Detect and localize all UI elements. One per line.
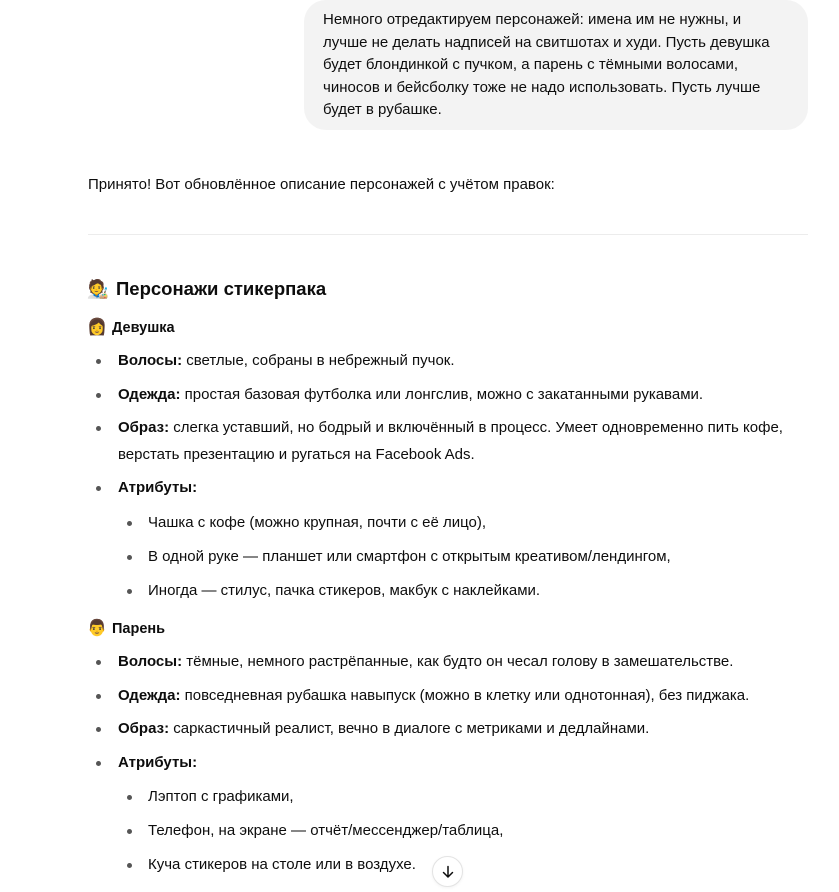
item-label: Одежда: <box>118 686 181 704</box>
item-label: Одежда: <box>118 385 181 403</box>
item-text: повседневная рубашка навыпуск (можно в клетку или однотонная), без пиджака. <box>180 686 750 704</box>
list-item <box>88 649 808 676</box>
artist-emoji-icon: 🧑‍🎨 <box>86 279 110 299</box>
man-emoji-icon: 👨 <box>87 620 107 637</box>
attribute-item: Лэптоп с графиками, <box>118 784 808 810</box>
user-message-bubble: Немного отредактируем персонажей: имена им не нужны, и лучше не делать надписей на свитшотах и худи. Пусть девушка будет блондинкой с пучком, а парень с тёмными волосами, чиносов и бейсболку тоже не надо использовать. Пусть лучше будет в рубашке. <box>304 0 808 130</box>
section-heading <box>88 276 808 302</box>
item-text: тёмные, немного растрёпанные, как будто он чесал голову в замешательстве. <box>182 653 734 670</box>
section-divider <box>88 234 808 235</box>
scroll-to-bottom-button[interactable] <box>432 856 463 887</box>
item-text: саркастичный реалист, вечно в диалоге с метриками и дедлайнами. <box>169 720 650 737</box>
list-item <box>88 415 808 468</box>
guy-attributes-list <box>118 784 808 878</box>
item-text: светлые, собраны в небрежный пучок. <box>182 352 455 369</box>
girl-details-list <box>88 348 808 612</box>
section-title: Персонажи стикерпака <box>116 278 327 299</box>
attribute-item: Телефон, на экране — отчёт/мессенджер/таблица, <box>118 818 808 844</box>
guy-details-list <box>88 649 808 886</box>
girl-title: Девушка <box>112 320 175 336</box>
list-item <box>88 382 808 409</box>
item-label: Атрибуты: <box>118 753 198 771</box>
characters-section <box>86 276 808 873</box>
item-label: Образ: <box>118 419 170 436</box>
item-label: Волосы: <box>118 653 183 670</box>
arrow-down-icon <box>441 865 455 879</box>
item-label: Волосы: <box>118 352 183 369</box>
attribute-item: Чашка с кофе (можно крупная, почти с её лицо), <box>118 510 808 536</box>
girl-heading <box>88 317 175 339</box>
list-item <box>88 348 808 375</box>
attribute-item: В одной руке — планшет или смартфон с открытым креативом/лендингом, <box>118 544 808 570</box>
list-item <box>88 475 808 604</box>
list-item <box>88 716 808 743</box>
guy-heading <box>88 618 165 640</box>
woman-emoji-icon: 👩 <box>87 319 107 336</box>
assistant-intro-text: Принято! Вот обновлённое описание персонажей с учётом правок: <box>88 176 555 193</box>
item-label: Атрибуты: <box>118 479 198 496</box>
assistant-intro-block <box>88 172 808 198</box>
item-text: простая базовая футболка или лонгслив, можно с закатанными рукавами. <box>180 385 704 403</box>
item-text: слегка уставший, но бодрый и включённый в процесс. Умеет одновременно пить кофе, верстать презентацию и ругаться на Facebook Ads. <box>118 419 783 463</box>
girl-attributes-list <box>118 510 808 604</box>
attribute-item: Куча стикеров на столе или в воздухе. <box>118 852 808 878</box>
attribute-item: Иногда — стилус, пачка стикеров, макбук с наклейками. <box>118 578 808 604</box>
list-item <box>88 683 808 710</box>
user-message <box>304 0 808 130</box>
guy-title: Парень <box>112 621 166 637</box>
item-label: Образ: <box>118 720 170 737</box>
